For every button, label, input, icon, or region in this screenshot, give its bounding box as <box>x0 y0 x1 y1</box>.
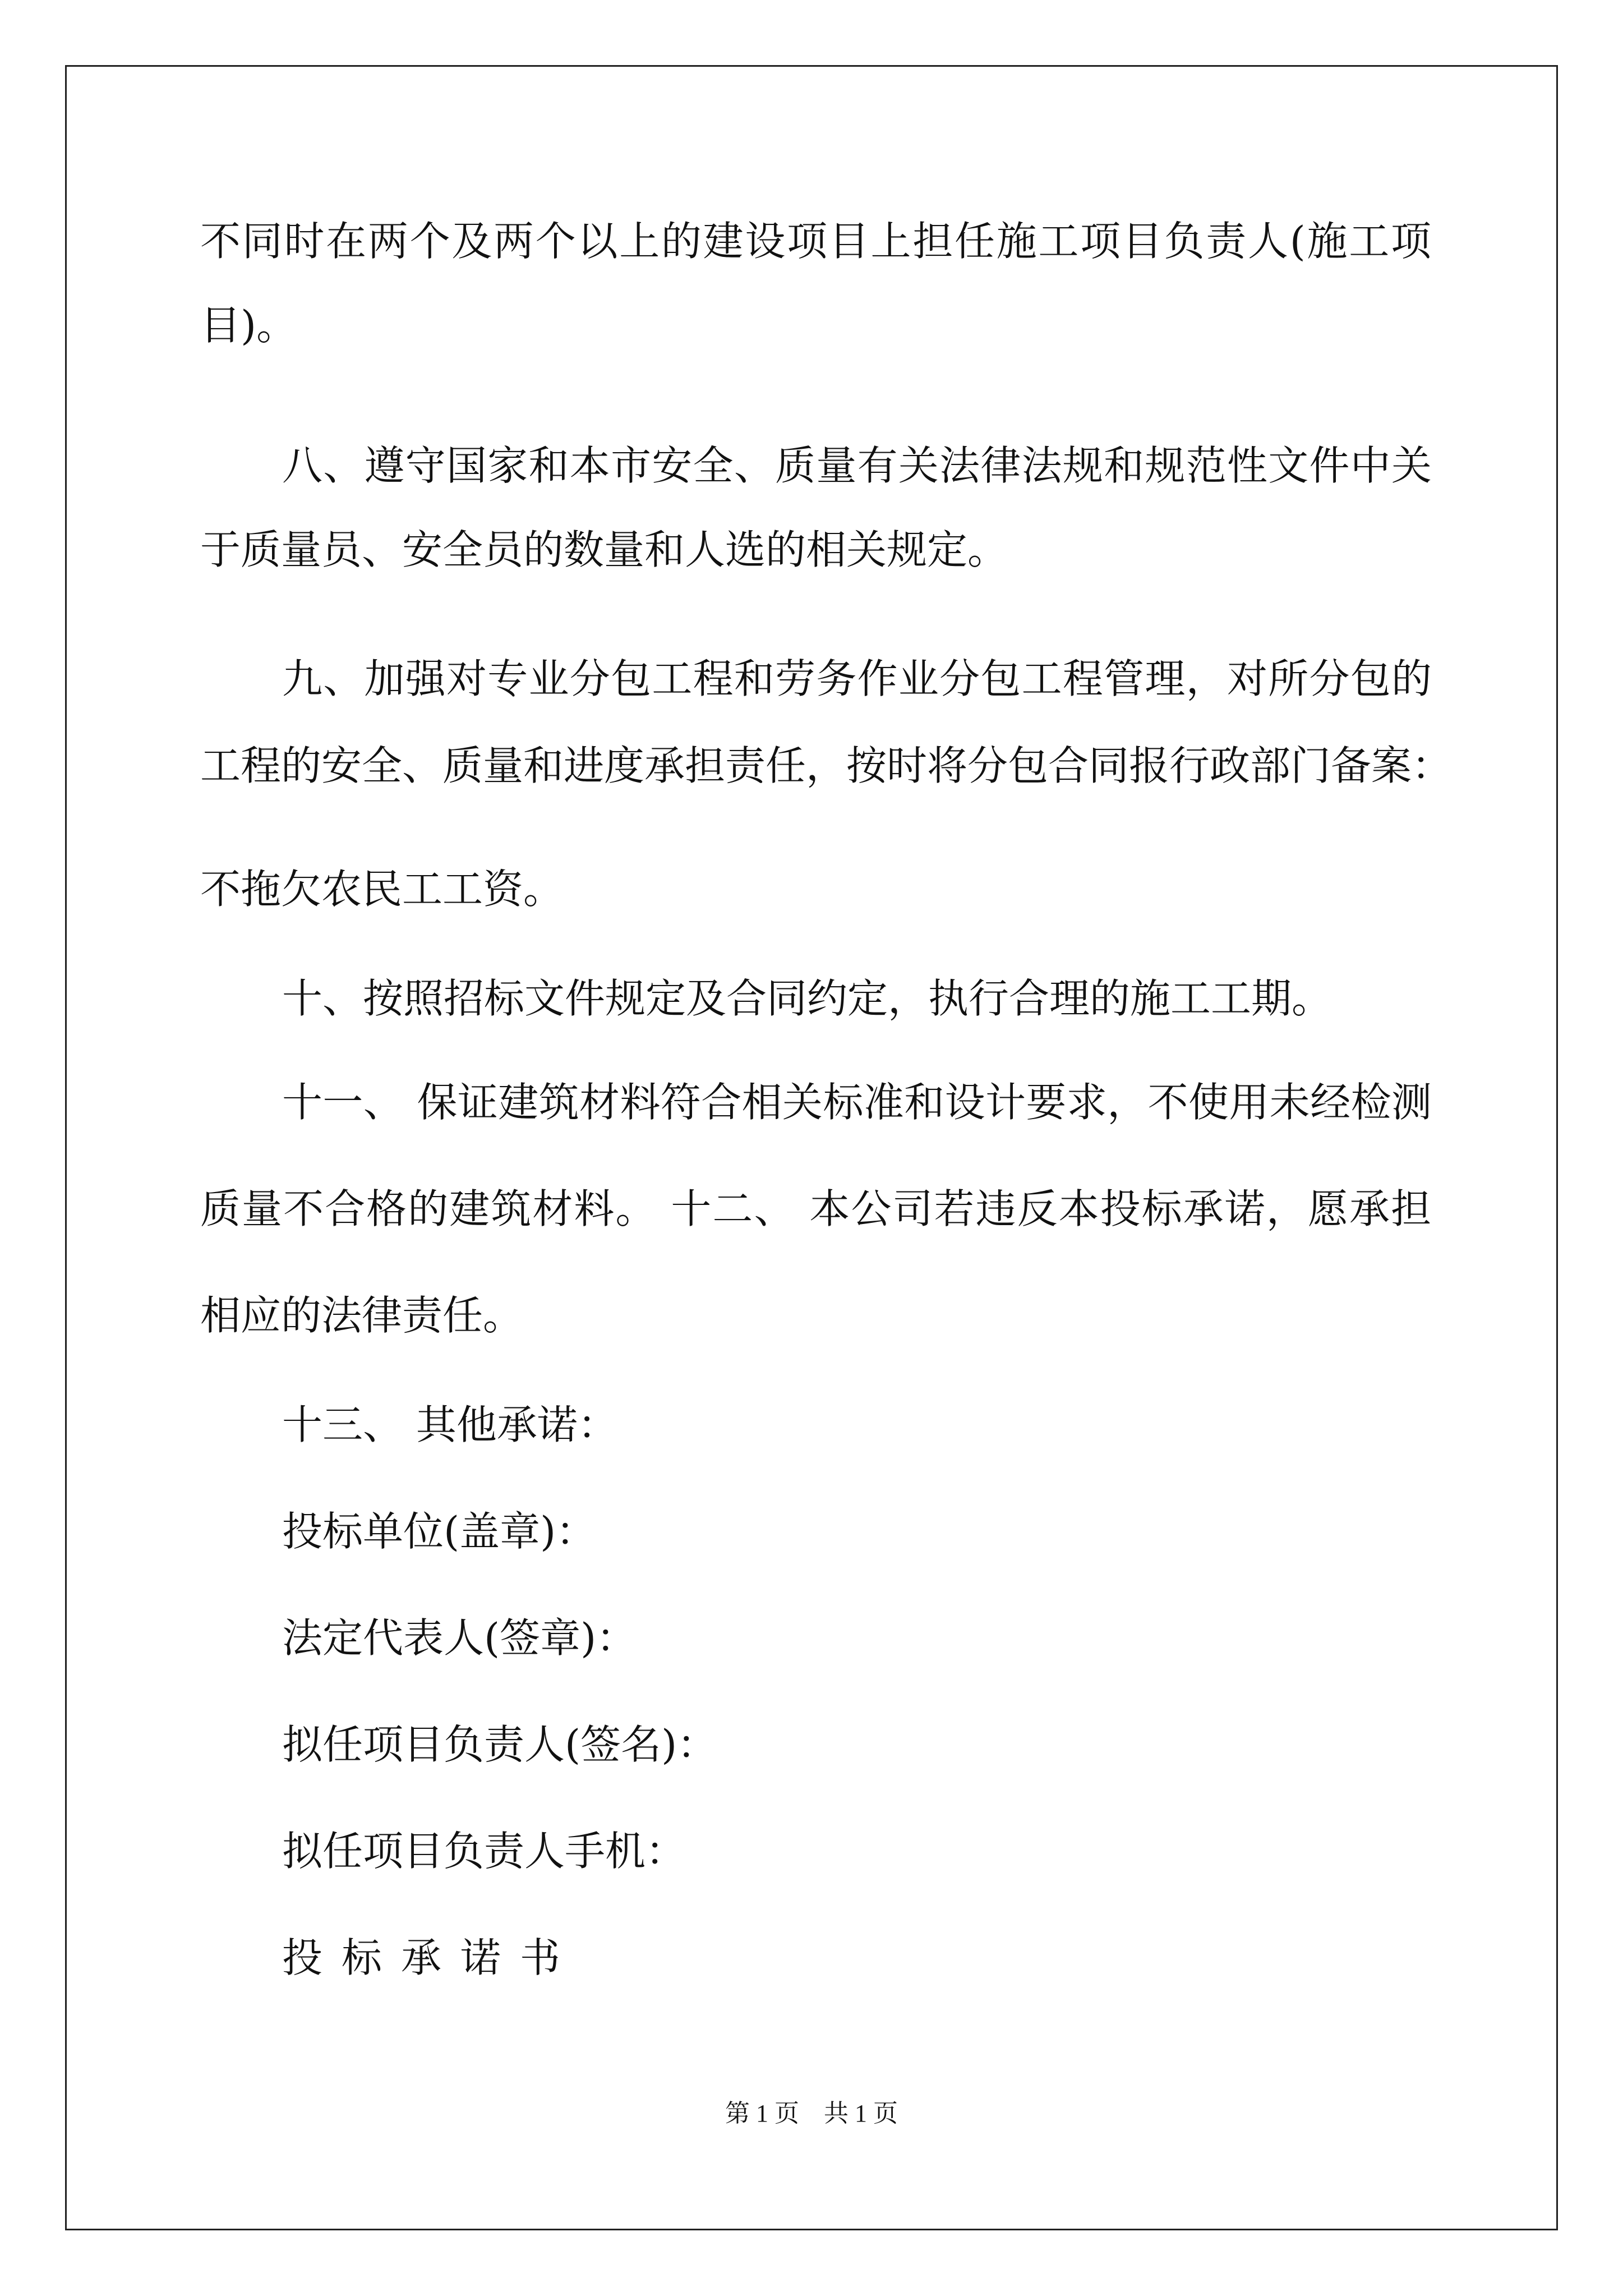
project-manager-phone-label: 拟任项目负责人手机： <box>282 1828 686 1875</box>
project-manager-signature-label: 拟任项目负责人(签名)： <box>282 1721 718 1768</box>
clause-9-line-3: 不拖欠农民工工资。 <box>200 866 564 913</box>
clause-10: 十、按照招标文件规定及合同约定，执行合理的施工工期。 <box>282 975 1332 1022</box>
clause-11-line-1: 十一、 保证建筑材料符合相关标准和设计要求，不使用未经检测 <box>282 1079 1432 1126</box>
text-line: 不同时在两个及两个以上的建设项目上担任施工项目负责人(施工项 <box>200 218 1431 265</box>
clause-8-line-2: 于质量员、安全员的数量和人选的相关规定。 <box>200 526 1008 573</box>
bidder-seal-label: 投标单位(盖章)： <box>282 1508 597 1555</box>
clause-9-line-1: 九、加强对专业分包工程和劳务作业分包工程管理，对所分包的 <box>282 655 1432 702</box>
document-title: 投标承诺书 <box>282 1934 580 1981</box>
clause-12-line-2: 相应的法律责任。 <box>200 1292 524 1339</box>
legal-representative-label: 法定代表人(签章)： <box>282 1614 637 1662</box>
clause-11-12-line: 质量不合格的建筑材料。 十二、 本公司若违反本投标承诺，愿承担 <box>200 1185 1431 1232</box>
text-line: 目)。 <box>200 302 297 349</box>
clause-9-line-2: 工程的安全、质量和进度承担责任，按时将分包合同报行政部门备案： <box>200 742 1453 789</box>
page-number-footer: 第 1 页 共 1 页 <box>725 2100 898 2127</box>
clause-13: 十三、 其他承诺： <box>282 1401 618 1448</box>
page-border <box>65 65 1558 2230</box>
clause-8-line-1: 八、遵守国家和本市安全、质量有关法律法规和规范性文件中关 <box>282 442 1432 489</box>
